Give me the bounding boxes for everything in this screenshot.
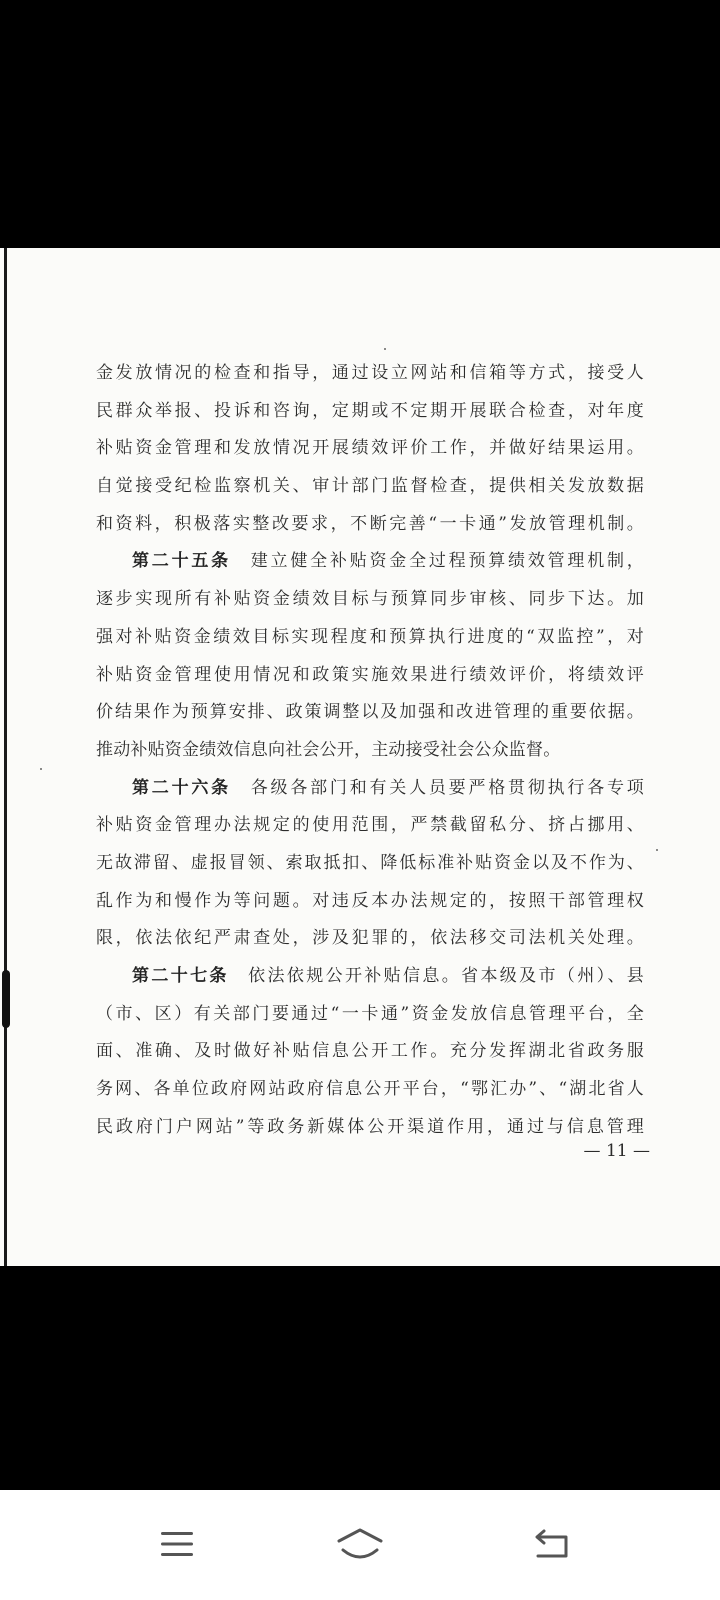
text-line: 补贴资金管理和发放情况开展绩效评价工作，并做好结果运用。 bbox=[96, 438, 644, 459]
text-line: 无故滞留、虚报冒领、索取抵扣、降低标准补贴资金以及不作为、 bbox=[96, 852, 644, 873]
text-line: 自觉接受纪检监察机关、审计部门监督检查，提供相关发放数据 bbox=[96, 476, 644, 497]
text-line: 依法依规公开补贴信息。省本级及市（州）、县 bbox=[248, 966, 644, 986]
scan-speck bbox=[40, 768, 42, 770]
home-icon bbox=[336, 1527, 384, 1561]
page-scan-blot bbox=[2, 970, 10, 1028]
article-27-heading: 第二十七条 bbox=[132, 966, 229, 986]
document-text bbox=[96, 355, 644, 1146]
text-line: 务网、各单位政府网站政府信息公开平台，“鄂汇办”、“湖北省人 bbox=[96, 1079, 644, 1100]
article-26-heading: 第二十六条 bbox=[132, 777, 231, 798]
text-line: 建立健全补贴资金全过程预算绩效管理机制， bbox=[250, 551, 644, 572]
text-line: 金发放情况的检查和指导，通过设立网站和信箱等方式，接受人 bbox=[96, 363, 644, 383]
system-navigation-bar bbox=[0, 1490, 720, 1600]
home-button[interactable] bbox=[320, 1512, 400, 1576]
text-line: 补贴资金管理办法规定的使用范围，严禁截留私分、挤占挪用、 bbox=[96, 815, 644, 836]
menu-icon bbox=[159, 1529, 195, 1559]
page-left-edge bbox=[4, 248, 7, 1266]
article-25-heading: 第二十五条 bbox=[132, 551, 231, 572]
article-25-first-line bbox=[96, 543, 644, 581]
scan-speck bbox=[384, 348, 386, 350]
text-line: 各级各部门和有关人员要严格贯彻执行各专项 bbox=[250, 777, 644, 798]
text-line: 补贴资金管理使用情况和政策实施效果进行绩效评价，将绩效评 bbox=[96, 664, 644, 685]
text-line: 面、准确、及时做好补贴信息公开工作。充分发挥湖北省政务服 bbox=[96, 1041, 644, 1062]
text-line: 民政府门户网站”等政务新媒体公开渠道作用，通过与信息管理 bbox=[96, 1116, 644, 1137]
menu-button[interactable] bbox=[137, 1512, 217, 1576]
text-line: 推动补贴资金绩效信息向社会公开，主动接受社会公众监督。 bbox=[96, 739, 561, 760]
scan-speck bbox=[656, 849, 658, 851]
text-line: 逐步实现所有补贴资金绩效目标与预算同步审核、同步下达。加 bbox=[96, 589, 644, 610]
document-page[interactable] bbox=[0, 248, 720, 1266]
text-line: 价结果作为预算安排、政策调整以及加强和改进管理的重要依据。 bbox=[96, 702, 644, 723]
text-line: 民群众举报、投诉和咨询，定期或不定期开展联合检查，对年度 bbox=[96, 400, 644, 421]
back-button[interactable] bbox=[512, 1512, 592, 1576]
text-line: 限，依法依纪严肃查处，涉及犯罪的，依法移交司法机关处理。 bbox=[96, 928, 644, 949]
page-number: — 11 — bbox=[583, 1141, 650, 1161]
text-line: 强对补贴资金绩效目标实现程度和预算执行进度的“双监控”，对 bbox=[96, 626, 644, 647]
back-icon bbox=[532, 1528, 572, 1560]
article-27-first-line bbox=[96, 958, 644, 996]
text-line: 乱作为和慢作为等问题。对违反本办法规定的，按照干部管理权 bbox=[96, 890, 644, 911]
text-line: 和资料，积极落实整改要求，不断完善“一卡通”发放管理机制。 bbox=[96, 513, 644, 534]
text-line: （市、区）有关部门要通过“一卡通”资金发放信息管理平台，全 bbox=[96, 1003, 644, 1024]
article-26-first-line bbox=[96, 770, 644, 808]
